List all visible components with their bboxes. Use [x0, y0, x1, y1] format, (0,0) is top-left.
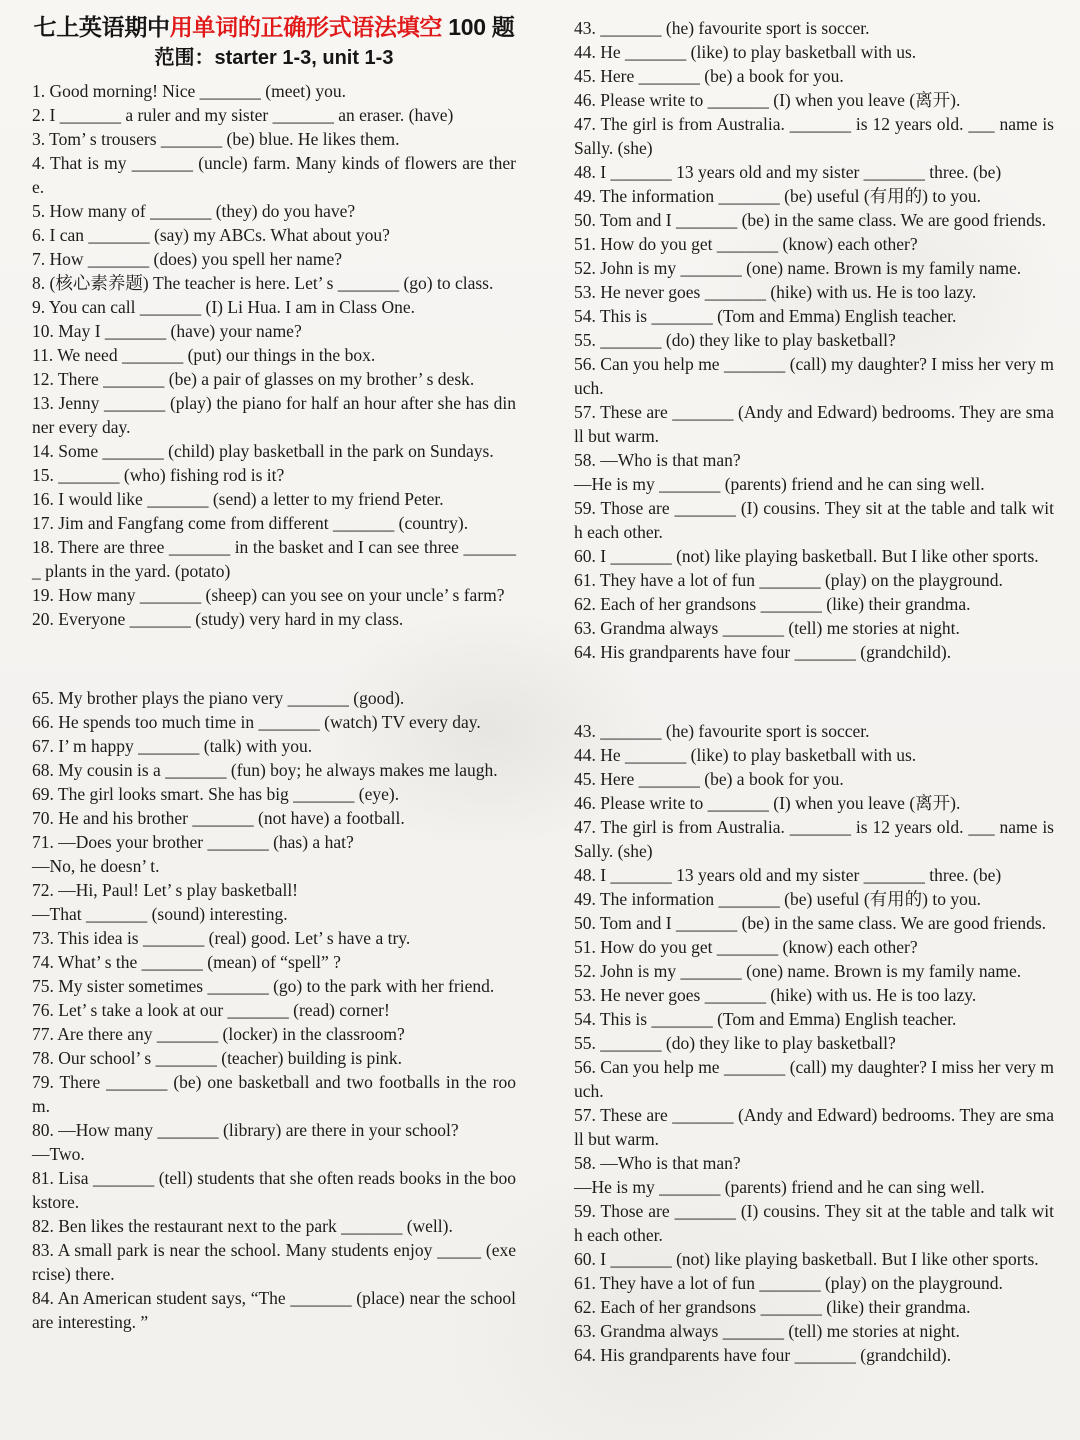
question-text: 16. I would like _______ (send) a letter to my friend Peter.	[32, 489, 444, 509]
question-item	[32, 295, 516, 319]
question-text: 57. These are _______ (Andy and Edward) bedrooms. They are small but warm.	[574, 402, 1054, 446]
question-text: 14. Some _______ (child) play basketball in the park on Sundays.	[32, 441, 494, 461]
question-text: 61. They have a lot of fun _______ (play) on the playground.	[574, 570, 1003, 590]
title-part-black-right: 100 题	[442, 14, 515, 40]
question-text: 50. Tom and I _______ (be) in the same class. We are good friends.	[574, 913, 1047, 933]
question-text: 52. John is my _______ (one) name. Brown is my family name.	[574, 961, 1022, 981]
question-item	[574, 232, 1054, 256]
question-item	[574, 1247, 1054, 1271]
question-text: 62. Each of her grandsons _______ (like) their grandma.	[574, 1297, 971, 1317]
question-item	[32, 607, 516, 631]
question-item	[574, 719, 1054, 743]
question-item	[574, 1031, 1054, 1055]
question-text: 84. An American student says, “The _______ (place) near the school are interesting. ”	[32, 1288, 516, 1332]
question-item	[32, 758, 516, 782]
question-item	[32, 583, 516, 607]
question-text: 68. My cousin is a _______ (fun) boy; he always makes me laugh.	[32, 760, 498, 780]
question-continuation: —No, he doesn’ t.	[32, 856, 160, 876]
question-item	[574, 1103, 1054, 1151]
question-text: 17. Jim and Fangfang come from different _______ (country).	[32, 513, 469, 533]
question-text: 5. How many of _______ (they) do you have?	[32, 201, 356, 221]
question-text: 80. —How many _______ (library) are there in your school?	[32, 1120, 459, 1140]
question-text: 57. These are _______ (Andy and Edward) bedrooms. They are small but warm.	[574, 1105, 1054, 1149]
question-text: 47. The girl is from Australia. _______ is 12 years old. ___ name is Sally. (she)	[574, 817, 1054, 861]
question-text: 19. How many _______ (sheep) can you see on your uncle’ s farm?	[32, 585, 505, 605]
question-text: 12. There _______ (be) a pair of glasses on my brother’ s desk.	[32, 369, 475, 389]
question-text: 60. I _______ (not) like playing basketball. But I like other sports.	[574, 546, 1039, 566]
question-text: 64. His grandparents have four _______ (grandchild).	[574, 1345, 952, 1365]
question-text: 49. The information _______ (be) useful (有用的) to you.	[574, 889, 981, 909]
question-text: 43. _______ (he) favourite sport is soccer.	[574, 18, 870, 38]
question-item	[574, 16, 1054, 40]
question-item	[32, 1118, 516, 1166]
question-text: 59. Those are _______ (I) cousins. They sit at the table and talk with each other.	[574, 1201, 1054, 1245]
question-item	[574, 1319, 1054, 1343]
question-text: 83. A small park is near the school. Many students enjoy _____ (exercise) there.	[32, 1240, 516, 1284]
question-item	[32, 247, 516, 271]
question-item	[32, 782, 516, 806]
question-text: 6. I can _______ (say) my ABCs. What about you?	[32, 225, 390, 245]
question-continuation: —Two.	[32, 1144, 85, 1164]
question-item	[32, 367, 516, 391]
question-text: 4. That is my _______ (uncle) farm. Many kinds of flowers are there.	[32, 153, 516, 197]
section-gap	[574, 664, 1054, 719]
question-item	[574, 304, 1054, 328]
question-item	[574, 184, 1054, 208]
question-continuation: —That _______ (sound) interesting.	[32, 904, 288, 924]
question-item	[574, 1199, 1054, 1247]
question-text: 56. Can you help me _______ (call) my daughter? I miss her very much.	[574, 354, 1054, 398]
question-item	[32, 199, 516, 223]
question-item	[574, 863, 1054, 887]
question-item	[574, 568, 1054, 592]
question-item	[574, 328, 1054, 352]
question-item	[574, 791, 1054, 815]
question-item	[32, 734, 516, 758]
question-text: 7. How _______ (does) you spell her name?	[32, 249, 343, 269]
question-text: 45. Here _______ (be) a book for you.	[574, 769, 844, 789]
question-text: 71. —Does your brother _______ (has) a hat?	[32, 832, 354, 852]
question-item	[574, 1151, 1054, 1199]
question-item	[32, 271, 516, 295]
question-text: 73. This idea is _______ (real) good. Let’ s have a try.	[32, 928, 411, 948]
question-text: 69. The girl looks smart. She has big _______ (eye).	[32, 784, 400, 804]
question-continuation: —He is my _______ (parents) friend and he can sing well.	[574, 1177, 985, 1197]
question-item	[574, 112, 1054, 160]
question-item	[32, 1166, 516, 1214]
question-text: 3. Tom’ s trousers _______ (be) blue. He likes them.	[32, 129, 400, 149]
question-item	[32, 535, 516, 583]
question-item	[32, 1214, 516, 1238]
question-text: 62. Each of her grandsons _______ (like) their grandma.	[574, 594, 971, 614]
question-item	[574, 935, 1054, 959]
question-text: 64. His grandparents have four _______ (grandchild).	[574, 642, 952, 662]
question-item	[574, 40, 1054, 64]
question-text: 79. There _______ (be) one basketball and two footballs in the room.	[32, 1072, 516, 1116]
question-text: 50. Tom and I _______ (be) in the same class. We are good friends.	[574, 210, 1047, 230]
question-text: 11. We need _______ (put) our things in the box.	[32, 345, 376, 365]
question-text: 46. Please write to _______ (I) when you leave (离开).	[574, 793, 961, 813]
question-text: 76. Let’ s take a look at our _______ (read) corner!	[32, 1000, 390, 1020]
question-item	[574, 352, 1054, 400]
question-text: 75. My sister sometimes _______ (go) to the park with her friend.	[32, 976, 495, 996]
question-text: 44. He _______ (like) to play basketball with us.	[574, 745, 917, 765]
question-item	[574, 208, 1054, 232]
question-text: 48. I _______ 13 years old and my sister _______ three. (be)	[574, 162, 1002, 182]
question-item	[32, 806, 516, 830]
question-item	[32, 1022, 516, 1046]
question-text: 10. May I _______ (have) your name?	[32, 321, 302, 341]
question-text: 67. I’ m happy _______ (talk) with you.	[32, 736, 313, 756]
question-text: 58. —Who is that man?	[574, 450, 741, 470]
question-item	[574, 64, 1054, 88]
question-item	[32, 151, 516, 199]
question-item	[32, 463, 516, 487]
question-list-65-84	[32, 686, 516, 1334]
question-text: 18. There are three _______ in the basket and I can see three _______ plants in the yard. (potato)	[32, 537, 516, 581]
question-text: 54. This is _______ (Tom and Emma) English teacher.	[574, 306, 957, 326]
question-text: 82. Ben likes the restaurant next to the park _______ (well).	[32, 1216, 453, 1236]
question-item	[574, 256, 1054, 280]
question-text: 47. The girl is from Australia. _______ is 12 years old. ___ name is Sally. (she)	[574, 114, 1054, 158]
question-text: 43. _______ (he) favourite sport is soccer.	[574, 721, 870, 741]
question-item	[32, 103, 516, 127]
question-text: 55. _______ (do) they like to play basketball?	[574, 330, 896, 350]
question-item	[574, 448, 1054, 496]
question-text: 49. The information _______ (be) useful (有用的) to you.	[574, 186, 981, 206]
question-item	[32, 511, 516, 535]
question-item	[574, 280, 1054, 304]
question-text: 13. Jenny _______ (play) the piano for half an hour after she has dinner every day.	[32, 393, 516, 437]
question-text: 51. How do you get _______ (know) each other?	[574, 234, 918, 254]
question-item	[574, 983, 1054, 1007]
question-item	[574, 1271, 1054, 1295]
question-text: 46. Please write to _______ (I) when you leave (离开).	[574, 90, 961, 110]
question-item	[32, 391, 516, 439]
question-item	[32, 223, 516, 247]
question-item	[574, 911, 1054, 935]
question-continuation: —He is my _______ (parents) friend and he can sing well.	[574, 474, 985, 494]
question-item	[32, 878, 516, 926]
question-text: 9. You can call _______ (I) Li Hua. I am in Class One.	[32, 297, 415, 317]
question-text: 61. They have a lot of fun _______ (play) on the playground.	[574, 1273, 1003, 1293]
question-text: 45. Here _______ (be) a book for you.	[574, 66, 844, 86]
question-item	[574, 544, 1054, 568]
question-item	[32, 1046, 516, 1070]
question-item	[574, 496, 1054, 544]
question-text: 48. I _______ 13 years old and my sister _______ three. (be)	[574, 865, 1002, 885]
question-text: 2. I _______ a ruler and my sister _______ an eraser. (have)	[32, 105, 454, 125]
left-column	[32, 12, 516, 1367]
question-text: 66. He spends too much time in _______ (watch) TV every day.	[32, 712, 481, 732]
question-text: 81. Lisa _______ (tell) students that she often reads books in the bookstore.	[32, 1168, 516, 1212]
question-text: 63. Grandma always _______ (tell) me stories at night.	[574, 618, 960, 638]
question-item	[574, 1055, 1054, 1103]
question-text: 63. Grandma always _______ (tell) me stories at night.	[574, 1321, 960, 1341]
question-text: 53. He never goes _______ (hike) with us. He is too lazy.	[574, 985, 977, 1005]
question-item	[32, 1286, 516, 1334]
question-text: 74. What’ s the _______ (mean) of “spell” ?	[32, 952, 341, 972]
question-text: 60. I _______ (not) like playing basketball. But I like other sports.	[574, 1249, 1039, 1269]
question-text: 58. —Who is that man?	[574, 1153, 741, 1173]
question-item	[574, 767, 1054, 791]
question-item	[32, 487, 516, 511]
question-item	[32, 439, 516, 463]
question-item	[32, 710, 516, 734]
right-column	[574, 12, 1054, 1367]
question-item	[574, 959, 1054, 983]
question-item	[32, 830, 516, 878]
question-item	[32, 79, 516, 103]
question-text: 8. (核心素养题) The teacher is here. Let’ s _______ (go) to class.	[32, 273, 494, 293]
question-item	[574, 815, 1054, 863]
question-text: 55. _______ (do) they like to play basketball?	[574, 1033, 896, 1053]
question-item	[574, 88, 1054, 112]
question-item	[574, 616, 1054, 640]
question-item	[32, 950, 516, 974]
question-text: 59. Those are _______ (I) cousins. They sit at the table and talk with each other.	[574, 498, 1054, 542]
question-text: 20. Everyone _______ (study) very hard in my class.	[32, 609, 404, 629]
question-text: 56. Can you help me _______ (call) my daughter? I miss her very much.	[574, 1057, 1054, 1101]
question-item	[32, 319, 516, 343]
title-part-red: 用单词的正确形式语法填空	[169, 14, 443, 40]
question-item	[574, 1343, 1054, 1367]
question-text: 54. This is _______ (Tom and Emma) English teacher.	[574, 1009, 957, 1029]
question-text: 52. John is my _______ (one) name. Brown is my family name.	[574, 258, 1022, 278]
question-item	[574, 743, 1054, 767]
question-text: 72. —Hi, Paul! Let’ s play basketball!	[32, 880, 299, 900]
question-text: 15. _______ (who) fishing rod is it?	[32, 465, 285, 485]
question-item	[32, 127, 516, 151]
question-item	[574, 1295, 1054, 1319]
page-subtitle: 范围：starter 1-3, unit 1-3	[154, 47, 394, 69]
question-item	[32, 686, 516, 710]
question-item	[32, 1238, 516, 1286]
question-item	[574, 640, 1054, 664]
section-gap	[32, 631, 516, 686]
question-list-43-64	[574, 16, 1054, 664]
question-text: 51. How do you get _______ (know) each other?	[574, 937, 918, 957]
question-text: 1. Good morning! Nice _______ (meet) you.	[32, 81, 346, 101]
question-item	[574, 592, 1054, 616]
question-item	[32, 974, 516, 998]
question-text: 53. He never goes _______ (hike) with us. He is too lazy.	[574, 282, 977, 302]
question-text: 78. Our school’ s _______ (teacher) building is pink.	[32, 1048, 403, 1068]
question-list-1-20	[32, 79, 516, 631]
question-item	[574, 160, 1054, 184]
question-item	[32, 1070, 516, 1118]
question-item	[574, 1007, 1054, 1031]
question-text: 65. My brother plays the piano very _______ (good).	[32, 688, 405, 708]
question-text: 77. Are there any _______ (locker) in the classroom?	[32, 1024, 405, 1044]
question-item	[574, 887, 1054, 911]
page-title	[32, 12, 516, 42]
question-item	[32, 926, 516, 950]
question-text: 70. He and his brother _______ (not have) a football.	[32, 808, 405, 828]
question-item	[32, 343, 516, 367]
question-text: 44. He _______ (like) to play basketball with us.	[574, 42, 917, 62]
question-item	[574, 400, 1054, 448]
question-list-43-64-repeat	[574, 719, 1054, 1367]
title-part-black-left: 七上英语期中	[33, 14, 170, 40]
question-item	[32, 998, 516, 1022]
